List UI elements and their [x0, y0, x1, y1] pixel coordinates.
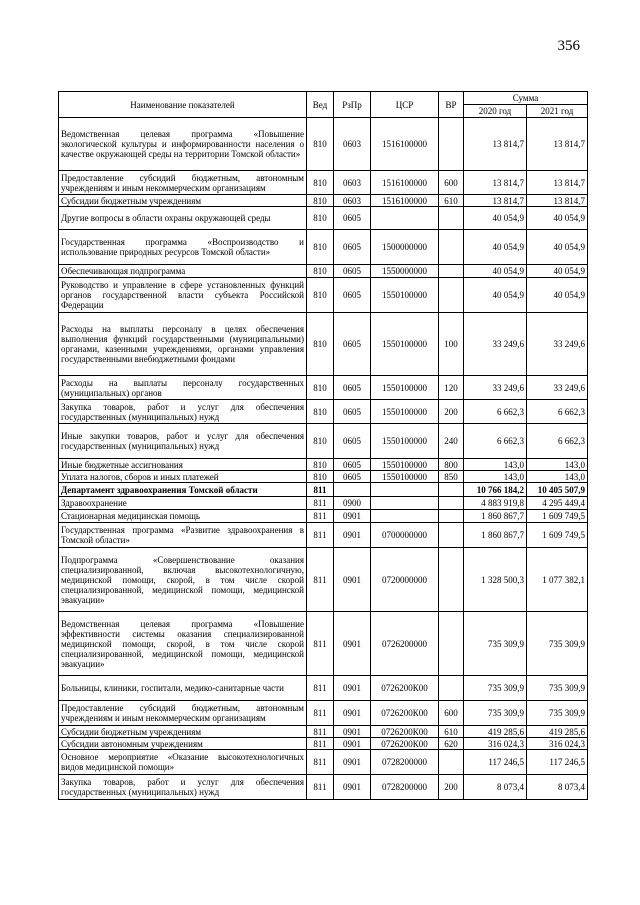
row-ved-cell: 810: [307, 195, 334, 207]
table-row: [59, 207, 588, 230]
row-rzpr-cell: [334, 483, 371, 497]
header-csr: ЦСР: [371, 92, 439, 118]
row-ved-cell: 810: [307, 471, 334, 483]
table-row: [59, 750, 588, 775]
row-csr-cell: [371, 207, 439, 230]
row-rzpr-cell: 0901: [334, 701, 371, 726]
row-name-cell: Иные закупки товаров, работ и услуг для обеспечения государственных (муниципальных) нужд: [59, 424, 307, 459]
row-ved-cell: 811: [307, 701, 334, 726]
row-csr-cell: 1550100000: [371, 459, 439, 471]
row-name-cell: Руководство и управление в сфере установленных функций органов государственной власти субъекта Российской Федерации: [59, 278, 307, 313]
row-rzpr-cell: 0605: [334, 313, 371, 376]
row-2020-amount-cell: 419 285,6: [464, 726, 527, 738]
row-csr-cell: 0728200000: [371, 775, 439, 800]
row-2020-amount-cell: 316 024,3: [464, 738, 527, 750]
row-rzpr-cell: 0605: [334, 400, 371, 424]
row-vr-cell: [439, 118, 464, 171]
row-name-cell: Субсидии бюджетным учреждениям: [59, 726, 307, 738]
row-ved-cell: 810: [307, 400, 334, 424]
row-2020-amount-cell: 10 766 184,2: [464, 483, 527, 497]
header-year-2020: 2020 год: [464, 105, 527, 118]
row-csr-cell: 1500000000: [371, 230, 439, 265]
row-vr-cell: [439, 676, 464, 701]
row-vr-cell: [439, 510, 464, 523]
header-vr: ВР: [439, 92, 464, 118]
row-rzpr-cell: 0605: [334, 424, 371, 459]
row-ved-cell: 811: [307, 483, 334, 497]
row-name-cell: Обеспечивающая подпрограмма: [59, 265, 307, 278]
row-ved-cell: 811: [307, 510, 334, 523]
row-csr-cell: 0726200К00: [371, 726, 439, 738]
row-2020-amount-cell: 33 249,6: [464, 376, 527, 400]
row-2021-amount-cell: 735 309,9: [527, 701, 588, 726]
table-row: [59, 471, 588, 483]
table-row: [59, 400, 588, 424]
row-2021-amount-cell: 33 249,6: [527, 376, 588, 400]
row-ved-cell: 810: [307, 265, 334, 278]
row-2020-amount-cell: 735 309,9: [464, 701, 527, 726]
row-rzpr-cell: 0901: [334, 548, 371, 612]
row-csr-cell: 1516100000: [371, 118, 439, 171]
row-name-cell: Предоставление субсидий бюджетным, автономным учреждениям и иным некоммерческим организациям: [59, 171, 307, 195]
page-number: 356: [557, 38, 580, 54]
row-ved-cell: 810: [307, 230, 334, 265]
row-rzpr-cell: 0901: [334, 612, 371, 676]
row-2020-amount-cell: 13 814,7: [464, 171, 527, 195]
row-2021-amount-cell: 143,0: [527, 471, 588, 483]
row-vr-cell: 620: [439, 738, 464, 750]
row-rzpr-cell: 0901: [334, 510, 371, 523]
row-2020-amount-cell: 40 054,9: [464, 265, 527, 278]
table-row: [59, 548, 588, 612]
row-csr-cell: 1516100000: [371, 195, 439, 207]
row-csr-cell: 1550100000: [371, 400, 439, 424]
row-ved-cell: 811: [307, 612, 334, 676]
row-csr-cell: 0720000000: [371, 548, 439, 612]
table-row: [59, 118, 588, 171]
row-2021-amount-cell: 40 054,9: [527, 230, 588, 265]
row-2020-amount-cell: 1 860 867,7: [464, 523, 527, 548]
table-row: [59, 612, 588, 676]
row-2021-amount-cell: 316 024,3: [527, 738, 588, 750]
row-vr-cell: 200: [439, 400, 464, 424]
table-row: [59, 195, 588, 207]
row-rzpr-cell: 0605: [334, 265, 371, 278]
row-vr-cell: [439, 750, 464, 775]
row-csr-cell: 0726200К00: [371, 738, 439, 750]
row-2021-amount-cell: 40 054,9: [527, 207, 588, 230]
row-rzpr-cell: 0605: [334, 278, 371, 313]
row-ved-cell: 810: [307, 424, 334, 459]
row-2020-amount-cell: 735 309,9: [464, 612, 527, 676]
row-2021-amount-cell: 735 309,9: [527, 612, 588, 676]
row-vr-cell: [439, 483, 464, 497]
row-vr-cell: 600: [439, 701, 464, 726]
row-vr-cell: [439, 523, 464, 548]
row-vr-cell: 120: [439, 376, 464, 400]
row-ved-cell: 810: [307, 313, 334, 376]
row-name-cell: Закупка товаров, работ и услуг для обеспечения государственных (муниципальных) нужд: [59, 400, 307, 424]
row-name-cell: Государственная программа «Развитие здравоохранения в Томской области»: [59, 523, 307, 548]
row-2021-amount-cell: 419 285,6: [527, 726, 588, 738]
row-vr-cell: [439, 207, 464, 230]
row-2020-amount-cell: 6 662,3: [464, 400, 527, 424]
row-vr-cell: 610: [439, 195, 464, 207]
row-name-cell: Ведомственная целевая программа «Повышение эффективности системы оказания специализированной медицинской помощи, скорой, в том числе скорой специализированной, медицинской помощи, медицинской эвакуации»: [59, 612, 307, 676]
row-rzpr-cell: 0605: [334, 207, 371, 230]
row-rzpr-cell: 0901: [334, 775, 371, 800]
table-row: [59, 510, 588, 523]
row-csr-cell: 1550100000: [371, 313, 439, 376]
row-rzpr-cell: 0901: [334, 750, 371, 775]
row-rzpr-cell: 0901: [334, 523, 371, 548]
row-name-cell: Расходы на выплаты персоналу в целях обеспечения выполнения функций государственными (муниципальными) органами, казенными учреждениями, органами управления государственными внебюджетными фондами: [59, 313, 307, 376]
row-2021-amount-cell: 4 295 449,4: [527, 497, 588, 510]
row-csr-cell: [371, 483, 439, 497]
row-vr-cell: 850: [439, 471, 464, 483]
row-2021-amount-cell: 40 054,9: [527, 265, 588, 278]
header-ved: Вед: [307, 92, 334, 118]
row-2020-amount-cell: 40 054,9: [464, 230, 527, 265]
row-ved-cell: 810: [307, 207, 334, 230]
table-row: [59, 738, 588, 750]
row-2020-amount-cell: 4 883 919,8: [464, 497, 527, 510]
row-rzpr-cell: 0901: [334, 726, 371, 738]
row-ved-cell: 811: [307, 548, 334, 612]
table-row: [59, 424, 588, 459]
row-name-cell: Ведомственная целевая программа «Повышение экологической культуры и информированности населения о качестве окружающей среды на территории Томской области»: [59, 118, 307, 171]
table-row: [59, 313, 588, 376]
row-csr-cell: 0726200000: [371, 612, 439, 676]
row-csr-cell: 1550100000: [371, 424, 439, 459]
row-rzpr-cell: 0901: [334, 676, 371, 701]
row-name-cell: Расходы на выплаты персоналу государственных (муниципальных) органов: [59, 376, 307, 400]
row-csr-cell: 1550000000: [371, 265, 439, 278]
row-2020-amount-cell: 8 073,4: [464, 775, 527, 800]
row-vr-cell: 240: [439, 424, 464, 459]
row-2021-amount-cell: 13 814,7: [527, 195, 588, 207]
row-2021-amount-cell: 8 073,4: [527, 775, 588, 800]
table-row: [59, 497, 588, 510]
row-vr-cell: [439, 265, 464, 278]
row-csr-cell: 0728200000: [371, 750, 439, 775]
row-vr-cell: [439, 548, 464, 612]
row-ved-cell: 810: [307, 171, 334, 195]
row-csr-cell: 0700000000: [371, 523, 439, 548]
row-csr-cell: 0726200К00: [371, 701, 439, 726]
row-name-cell: Стационарная медицинская помощь: [59, 510, 307, 523]
row-ved-cell: 810: [307, 118, 334, 171]
row-vr-cell: [439, 497, 464, 510]
row-rzpr-cell: 0605: [334, 376, 371, 400]
row-vr-cell: 100: [439, 313, 464, 376]
row-rzpr-cell: 0605: [334, 471, 371, 483]
header-rzpr: РзПр: [334, 92, 371, 118]
table-row: [59, 676, 588, 701]
row-rzpr-cell: 0605: [334, 230, 371, 265]
row-2020-amount-cell: 13 814,7: [464, 118, 527, 171]
row-ved-cell: 810: [307, 459, 334, 471]
table-row: [59, 230, 588, 265]
table-row: [59, 775, 588, 800]
row-name-cell: Субсидии автономным учреждениям: [59, 738, 307, 750]
row-rzpr-cell: 0603: [334, 118, 371, 171]
table-row: [59, 171, 588, 195]
row-ved-cell: 811: [307, 775, 334, 800]
row-2021-amount-cell: 6 662,3: [527, 424, 588, 459]
row-csr-cell: 1550100000: [371, 471, 439, 483]
table-row: [59, 278, 588, 313]
row-name-cell: Уплата налогов, сборов и иных платежей: [59, 471, 307, 483]
row-name-cell: Государственная программа «Воспроизводство и использование природных ресурсов Томской области»: [59, 230, 307, 265]
row-name-cell: Департамент здравоохранения Томской области: [59, 483, 307, 497]
row-ved-cell: 811: [307, 676, 334, 701]
row-name-cell: Предоставление субсидий бюджетным, автономным учреждениям и иным некоммерческим организациям: [59, 701, 307, 726]
row-2021-amount-cell: 6 662,3: [527, 400, 588, 424]
row-name-cell: Здравоохранение: [59, 497, 307, 510]
row-name-cell: Больницы, клиники, госпитали, медико-санитарные части: [59, 676, 307, 701]
row-vr-cell: [439, 230, 464, 265]
row-2021-amount-cell: 1 077 382,1: [527, 548, 588, 612]
row-ved-cell: 811: [307, 726, 334, 738]
row-2020-amount-cell: 13 814,7: [464, 195, 527, 207]
table-row: [59, 726, 588, 738]
row-vr-cell: [439, 278, 464, 313]
row-ved-cell: 811: [307, 738, 334, 750]
row-vr-cell: 200: [439, 775, 464, 800]
row-2020-amount-cell: 735 309,9: [464, 676, 527, 701]
header-name: Наименование показателей: [59, 92, 307, 118]
row-csr-cell: 1516100000: [371, 171, 439, 195]
row-2020-amount-cell: 1 328 500,3: [464, 548, 527, 612]
row-rzpr-cell: 0900: [334, 497, 371, 510]
row-2021-amount-cell: 33 249,6: [527, 313, 588, 376]
table-row: [59, 523, 588, 548]
budget-table: [58, 91, 588, 800]
row-2021-amount-cell: 1 609 749,5: [527, 510, 588, 523]
table-row: [59, 459, 588, 471]
row-vr-cell: 800: [439, 459, 464, 471]
header-year-2021: 2021 год: [527, 105, 588, 118]
table-row: [59, 376, 588, 400]
row-2020-amount-cell: 143,0: [464, 459, 527, 471]
row-2021-amount-cell: 117 246,5: [527, 750, 588, 775]
row-name-cell: Иные бюджетные ассигнования: [59, 459, 307, 471]
row-2020-amount-cell: 143,0: [464, 471, 527, 483]
row-csr-cell: [371, 510, 439, 523]
row-vr-cell: [439, 612, 464, 676]
row-name-cell: Подпрограмма «Совершенствование оказания специализированной, включая высокотехнологичную, медицинской помощи, скорой, в том числе скорой специализированной, медицинской помощи, медицинской эвакуации»: [59, 548, 307, 612]
row-2021-amount-cell: 143,0: [527, 459, 588, 471]
row-ved-cell: 811: [307, 750, 334, 775]
row-ved-cell: 810: [307, 278, 334, 313]
row-name-cell: Другие вопросы в области охраны окружающей среды: [59, 207, 307, 230]
row-2020-amount-cell: 40 054,9: [464, 207, 527, 230]
row-ved-cell: 810: [307, 376, 334, 400]
row-2021-amount-cell: 735 309,9: [527, 676, 588, 701]
table-row: [59, 701, 588, 726]
row-2021-amount-cell: 10 405 507,9: [527, 483, 588, 497]
row-csr-cell: [371, 497, 439, 510]
row-ved-cell: 811: [307, 523, 334, 548]
row-2021-amount-cell: 1 609 749,5: [527, 523, 588, 548]
row-name-cell: Субсидии бюджетным учреждениям: [59, 195, 307, 207]
header-sum: Сумма: [464, 92, 588, 105]
table-row: [59, 265, 588, 278]
row-name-cell: Закупка товаров, работ и услуг для обеспечения государственных (муниципальных) нужд: [59, 775, 307, 800]
row-ved-cell: 811: [307, 497, 334, 510]
table-row: [59, 483, 588, 497]
row-csr-cell: 1550100000: [371, 278, 439, 313]
row-2020-amount-cell: 40 054,9: [464, 278, 527, 313]
row-rzpr-cell: 0901: [334, 738, 371, 750]
row-csr-cell: 1550100000: [371, 376, 439, 400]
row-vr-cell: 610: [439, 726, 464, 738]
row-2020-amount-cell: 6 662,3: [464, 424, 527, 459]
row-csr-cell: 0726200К00: [371, 676, 439, 701]
row-rzpr-cell: 0603: [334, 171, 371, 195]
row-2021-amount-cell: 13 814,7: [527, 171, 588, 195]
row-name-cell: Основное мероприятие «Оказание высокотехнологичных видов медицинской помощи»: [59, 750, 307, 775]
row-rzpr-cell: 0605: [334, 459, 371, 471]
row-2020-amount-cell: 1 860 867,7: [464, 510, 527, 523]
row-rzpr-cell: 0603: [334, 195, 371, 207]
row-2020-amount-cell: 117 246,5: [464, 750, 527, 775]
row-2021-amount-cell: 40 054,9: [527, 278, 588, 313]
row-2021-amount-cell: 13 814,7: [527, 118, 588, 171]
row-vr-cell: 600: [439, 171, 464, 195]
row-2020-amount-cell: 33 249,6: [464, 313, 527, 376]
